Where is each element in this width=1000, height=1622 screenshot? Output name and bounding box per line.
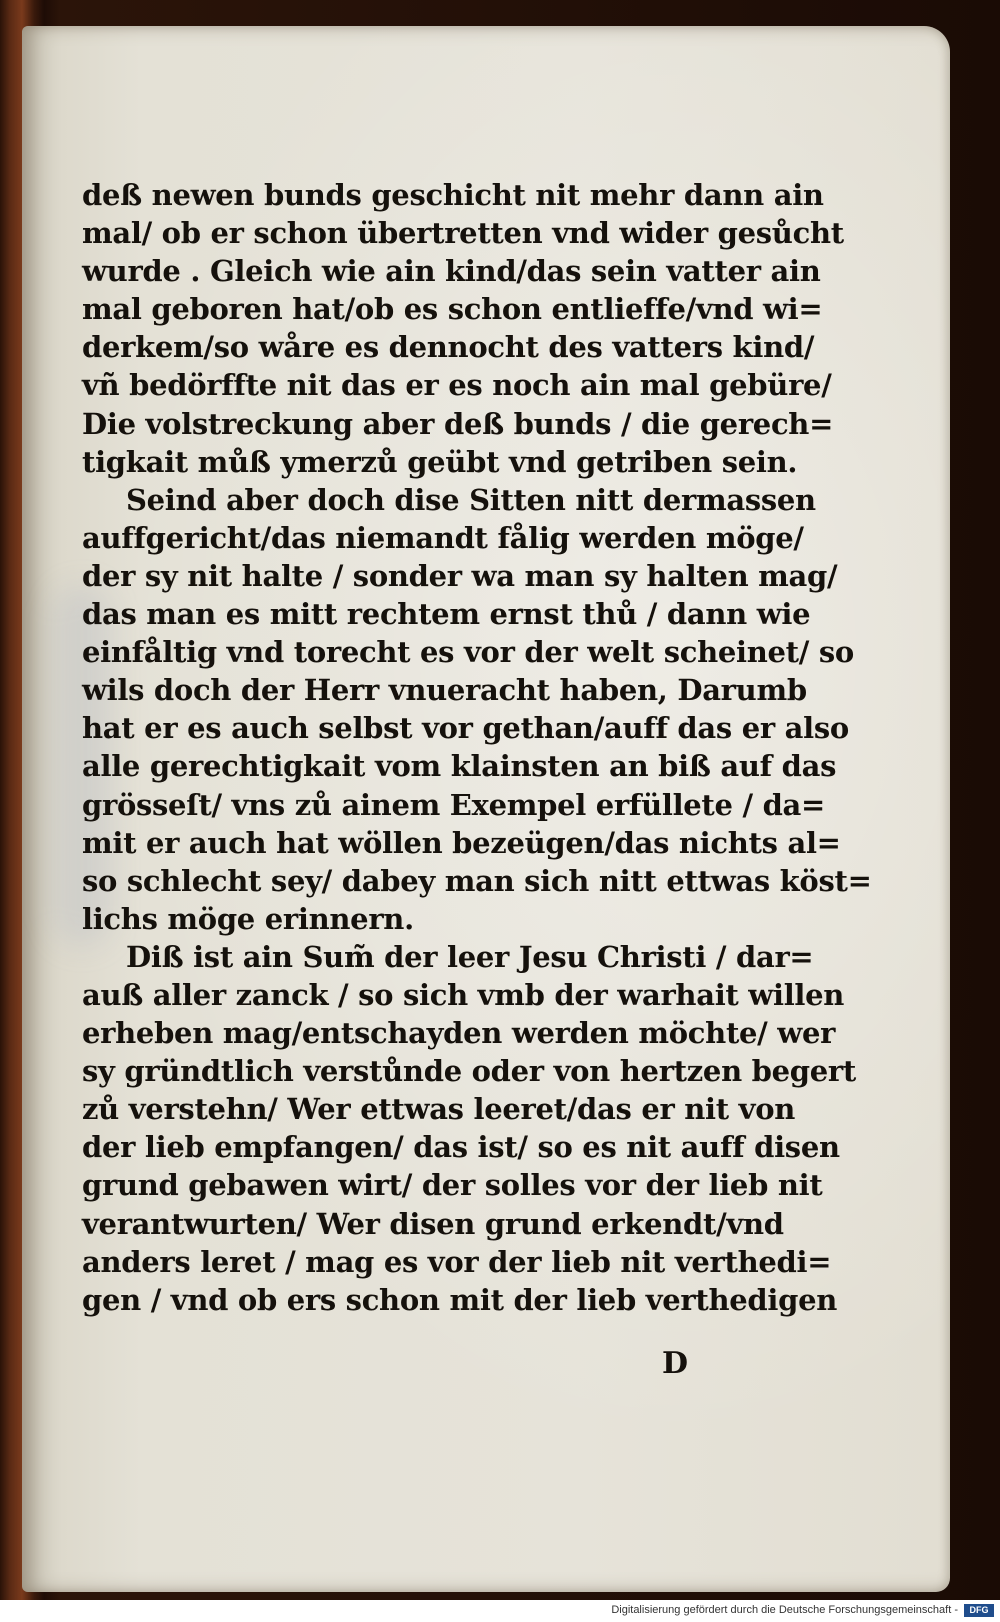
text-line: auß aller zanck / so sich vmb der warhait willen bbox=[82, 977, 845, 1012]
dfg-logo: DFG bbox=[964, 1604, 994, 1617]
text-line: der lieb empfangen/ das ist/ so es nit auff disen bbox=[82, 1130, 840, 1165]
text-line: das man es mitt rechtem ernst thů / dann wie bbox=[82, 597, 811, 632]
text-line: zů verstehn/ Wer ettwas leeret/das er nit von bbox=[82, 1092, 796, 1127]
text-line: einfåltig vnd torecht es vor der welt scheinet/ so bbox=[82, 635, 854, 670]
text-line: vñ bedörffte nit das er es noch ain mal gebüre/ bbox=[82, 368, 832, 403]
text-line: hat er es auch selbst vor gethan/auff das er also bbox=[82, 711, 849, 746]
paragraph-start-line: Diß ist ain Sum̃ der leer Jesu Christi / dar= bbox=[126, 939, 814, 974]
text-line: Die volstreckung aber deß bunds / die gerech= bbox=[82, 406, 834, 441]
paper-page bbox=[22, 26, 950, 1592]
text-line: anders leret / mag es vor der lieb nit verthedi= bbox=[82, 1244, 832, 1279]
text-line: verantwurten/ Wer disen grund erkendt/vnd bbox=[82, 1206, 784, 1241]
text-line: erheben mag/entschayden werden möchte/ wer bbox=[82, 1016, 836, 1051]
body-text bbox=[82, 176, 872, 1319]
text-line: deß newen bunds geschicht nit mehr dann ain bbox=[82, 178, 824, 212]
text-line: wurde . Gleich wie ain kind/das sein vatter ain bbox=[82, 254, 821, 289]
text-line: wils doch der Herr vnueracht haben, Darumb bbox=[82, 673, 807, 708]
text-line: auffgericht/das niemandt fålig werden möge/ bbox=[82, 520, 804, 555]
text-line: grösseſt/ vns zů ainem Exempel erfüllete / da= bbox=[82, 787, 826, 822]
text-line: grund gebawen wirt/ der solles vor der lieb nit bbox=[82, 1168, 823, 1203]
text-line: sy gründtlich verstůnde oder von hertzen begert bbox=[82, 1054, 856, 1089]
text-line: mit er auch hat wöllen bezeügen/das nichts al= bbox=[82, 825, 841, 860]
text-line: mal/ ob er schon übertretten vnd wider gesůcht bbox=[82, 216, 844, 251]
paragraph-start-line: Seind aber doch dise Sitten nitt dermassen bbox=[126, 482, 816, 517]
text-line: tigkait můß ymerzů geübt vnd getriben sein. bbox=[82, 444, 798, 479]
catchword: D bbox=[662, 1346, 689, 1381]
text-line: der sy nit halte / sonder wa man sy halten mag/ bbox=[82, 558, 838, 593]
text-line: derkem/so wåre es dennocht des vatters kind/ bbox=[82, 330, 815, 365]
footer-bar bbox=[0, 1600, 1000, 1622]
text-line: alle gerechtigkait vom klainsten an biß auf das bbox=[82, 749, 837, 784]
funding-notice: Digitalisierung gefördert durch die Deutsche Forschungsgemeinschaft - bbox=[611, 1604, 958, 1616]
text-line: so schlecht sey/ dabey man sich nitt ettwas köst= bbox=[82, 863, 872, 898]
text-line: lichs möge erinnern. bbox=[82, 901, 414, 936]
text-line: gen / vnd ob ers schon mit der lieb verthedigen bbox=[82, 1282, 838, 1317]
text-line: mal geboren hat/ob es schon entlieffe/vnd wi= bbox=[82, 292, 823, 327]
